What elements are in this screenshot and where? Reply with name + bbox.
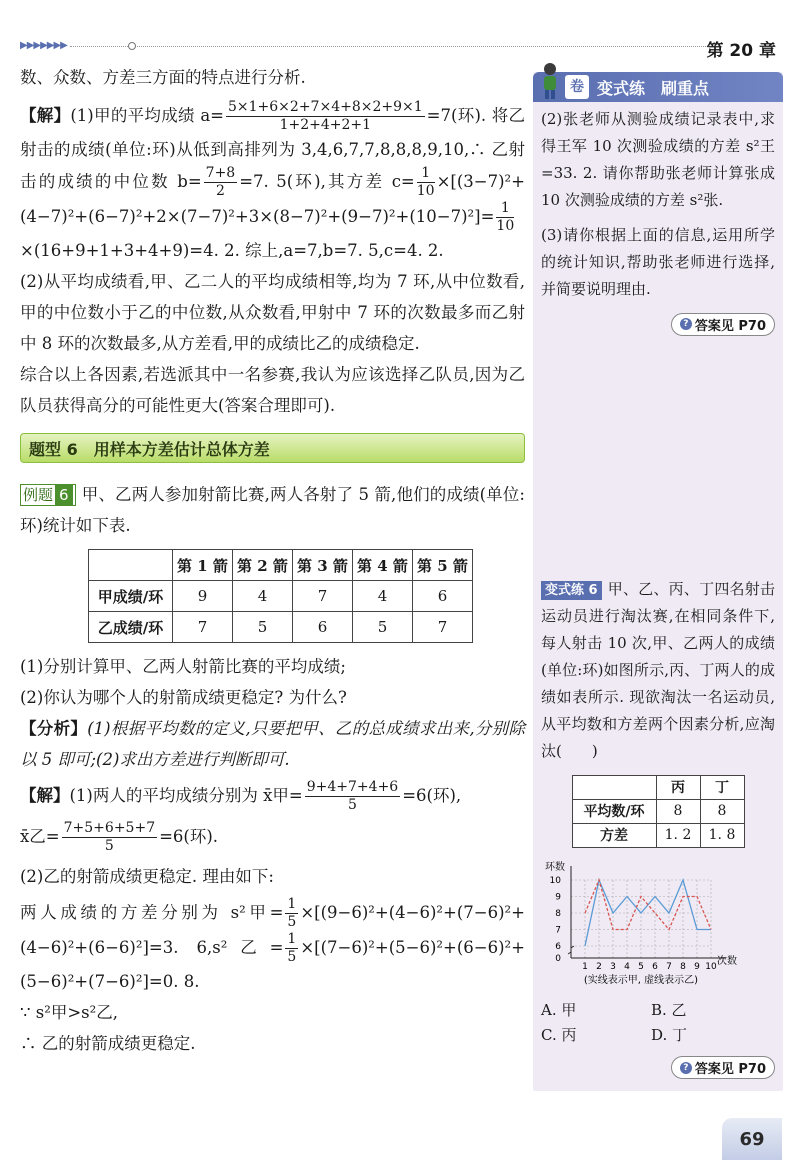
- variant-tag: 变式练 6: [541, 581, 602, 600]
- x-tick-label: 1: [582, 961, 588, 972]
- example-6: [20, 479, 525, 541]
- option-c[interactable]: C. 丙: [541, 1025, 577, 1044]
- solution-2: 【解】(1)两人的平均成绩分别为 x̄甲= $\frac{9+4+7+4+6}{5}$ =6(环),: [20, 779, 462, 813]
- sol-text: =7. 5(环),其方差 c=: [239, 172, 415, 191]
- score-line-chart: [533, 858, 783, 988]
- x-tick-label: 2: [596, 961, 602, 972]
- sol-text: ×[(3−7)²+(4−7)²+(6−7)²+2×(7−7)²+3×(8−7)²+(9−7)²+(10−7)²]=: [20, 172, 525, 226]
- solution-line: x̄乙= $\frac{7+5+6+5+7}{5}$ =6(环).: [20, 820, 219, 854]
- side-question-3: (3)请你根据上面的信息,运用所学的统计知识,帮助张老师进行选择,并简要说明理由.: [541, 226, 775, 298]
- y-tick-label: 7: [555, 925, 561, 935]
- option-a[interactable]: A. 甲: [541, 1000, 577, 1019]
- table-row: 甲成绩/环 9 4 7 4 6: [89, 581, 473, 612]
- fraction: $\frac{7+8}{2}$: [205, 165, 236, 199]
- x-tick-label: 5: [638, 961, 644, 972]
- fraction: $\frac{1}{10}$: [416, 165, 435, 199]
- x-tick-label: 7: [666, 961, 672, 972]
- x-tick-label: 10: [705, 961, 717, 972]
- x-tick-label: 3: [610, 961, 616, 972]
- question-1: (1)分别计算甲、乙两人射箭比赛的平均成绩;: [20, 657, 346, 676]
- fraction: $\frac{1}{5}$: [287, 896, 297, 930]
- option-d[interactable]: D. 丁: [651, 1025, 688, 1044]
- question-2: (2)你认为哪个人的射箭成绩更稳定? 为什么?: [20, 688, 347, 707]
- key-icon: ?: [680, 318, 692, 330]
- fraction: $\frac{1}{10}$: [496, 200, 515, 234]
- sidebar-title: 变式练 刷重点: [597, 78, 710, 98]
- sidebar-header: [533, 72, 783, 102]
- table-row: 丙 丁: [572, 775, 744, 799]
- answer-ref-2[interactable]: ? 答案见 P70: [671, 1056, 775, 1079]
- sol-text: =7(环). 将乙射击的成绩(单位:环)从低到高排列为 3,4,6,7,7,8,8,8,9,10,∴ 乙射击的成绩的中位数 b=: [20, 106, 526, 191]
- x-axis-label: 次数: [717, 955, 737, 967]
- solution-1: [20, 99, 525, 266]
- y-tick-label: 6: [555, 941, 561, 952]
- solution-conclusion: 综合以上各因素,若选派其中一名参赛,我认为应该选择乙队员,因为乙队员获得高分的可能性更大(答案合理即可).: [20, 365, 525, 415]
- y-tick-label: 0: [555, 953, 561, 964]
- answer-options: [533, 999, 783, 1045]
- sol-text: (1)甲的平均成绩 a=: [70, 106, 224, 125]
- exercise-icon: 卷: [565, 75, 589, 99]
- example-text: 甲、乙两人参加射箭比赛,两人各射了 5 箭,他们的成绩(单位:环)统计如下表.: [20, 485, 525, 535]
- sol-text: ×(16+9+1+3+4+9)=4. 2. 综上,a=7,b=7. 5,c=4. 2.: [20, 241, 444, 260]
- key-icon: ?: [680, 1062, 692, 1074]
- header-rule: [70, 46, 710, 47]
- variance-calc: 两人成绩的方差分别为 s²甲= $\frac{1}{5}$ ×[(9−6)²+(4−6)²+(7−6)²+(4−6)²+(6−6)²]=3. 6,s²乙= $\frac{1}{5}$ ×[(7−6)²+(5−6)²+(6−6)²+(5−6)²+(7−6)²]=0. 8.: [20, 896, 525, 991]
- analysis: 【分析】(1)根据平均数的定义,只要把甲、乙的总成绩求出来,分别除以 5 即可;(2)求出方差进行判断即可.: [20, 719, 525, 769]
- y-axis-label: 环数: [545, 861, 565, 873]
- solution-line: ∴ 乙的射箭成绩更稳定.: [20, 1034, 196, 1053]
- option-b[interactable]: B. 乙: [651, 1000, 687, 1019]
- fraction: $\frac{5\times 1+6\times 2+7\times 4+8\times 2+9\times 1}{1+2+4+2+1}$: [228, 99, 423, 133]
- y-tick-label: 8: [555, 908, 561, 919]
- chart-caption: (实线表示甲, 虚线表示乙): [583, 974, 699, 986]
- intro-text: 数、众数、方差三方面的特点进行分析.: [20, 68, 306, 87]
- fraction: $\frac{7+5+6+5+7}{5}$: [63, 820, 156, 854]
- table-row: 第 1 箭 第 2 箭 第 3 箭 第 4 箭 第 5 箭: [89, 550, 473, 581]
- solution-part-2: (2)从平均成绩看,甲、乙二人的平均成绩相等,均为 7 环,从中位数看,甲的中位数小于乙的中位数,从众数看,甲射中 7 环的次数最多而乙射中 8 环的次数最多,从方差看,甲的成绩比乙的成绩稳定.: [20, 272, 525, 353]
- fraction: $\frac{9+4+7+4+6}{5}$: [306, 779, 399, 813]
- x-tick-label: 9: [694, 961, 700, 972]
- solution-line: ∵ s²甲>s²乙,: [20, 1003, 118, 1022]
- chapter-title: 第 20 章: [706, 41, 776, 61]
- y-tick-label: 9: [555, 892, 561, 902]
- topic-title: 题型 6 用样本方差估计总体方差: [29, 439, 270, 459]
- table-row: 方差 1. 2 1. 8: [572, 823, 744, 847]
- y-tick-label: 10: [549, 875, 561, 886]
- x-tick-label: 6: [652, 961, 658, 972]
- header-arrows: ▶▶▶▶▶▶▶: [20, 40, 67, 51]
- answer-ref-2-wrap: [533, 1045, 783, 1092]
- variant-table: [572, 775, 745, 848]
- fraction: $\frac{1}{5}$: [287, 931, 297, 965]
- solution-line: (2)乙的射箭成绩更稳定. 理由如下:: [20, 867, 274, 886]
- spacer: [533, 342, 783, 572]
- page-number: 69: [722, 1118, 782, 1160]
- variant-6: 变式练 6 甲、乙、丙、丁四名射击运动员进行淘汰赛,在相同条件下,每人射击 10 次,甲、乙两人的成绩(单位:环)如图所示,丙、丁两人的成绩如表所示. 现欲淘汰一名运动员,从平均数和方差两个因素分析,应淘汰( ): [541, 579, 775, 760]
- student-icon: [539, 62, 561, 100]
- answer-ref-1-wrap: [533, 307, 783, 342]
- table-row: 平均数/环 8 8: [572, 799, 744, 823]
- answer-ref-1[interactable]: ? 答案见 P70: [671, 313, 775, 336]
- side-question-2: (2)张老师从测验成绩记录表中,求得王军 10 次测验成绩的方差 s²王=33. 2. 请你帮助张老师计算张成 10 次测验成绩的方差 s²张.: [541, 110, 775, 209]
- topic-banner: [20, 433, 525, 463]
- series-line-乙: [585, 880, 711, 930]
- score-table: [88, 549, 473, 643]
- table-row: 乙成绩/环 7 5 6 5 7: [89, 612, 473, 643]
- solution-label: 【解】: [20, 106, 71, 125]
- sidebar-panel: [533, 72, 783, 1091]
- x-tick-label: 4: [624, 961, 630, 972]
- header-dot: [128, 42, 136, 50]
- main-column: [20, 62, 525, 1059]
- x-tick-label: 8: [680, 961, 686, 972]
- example-tag: 例题 6: [20, 484, 76, 506]
